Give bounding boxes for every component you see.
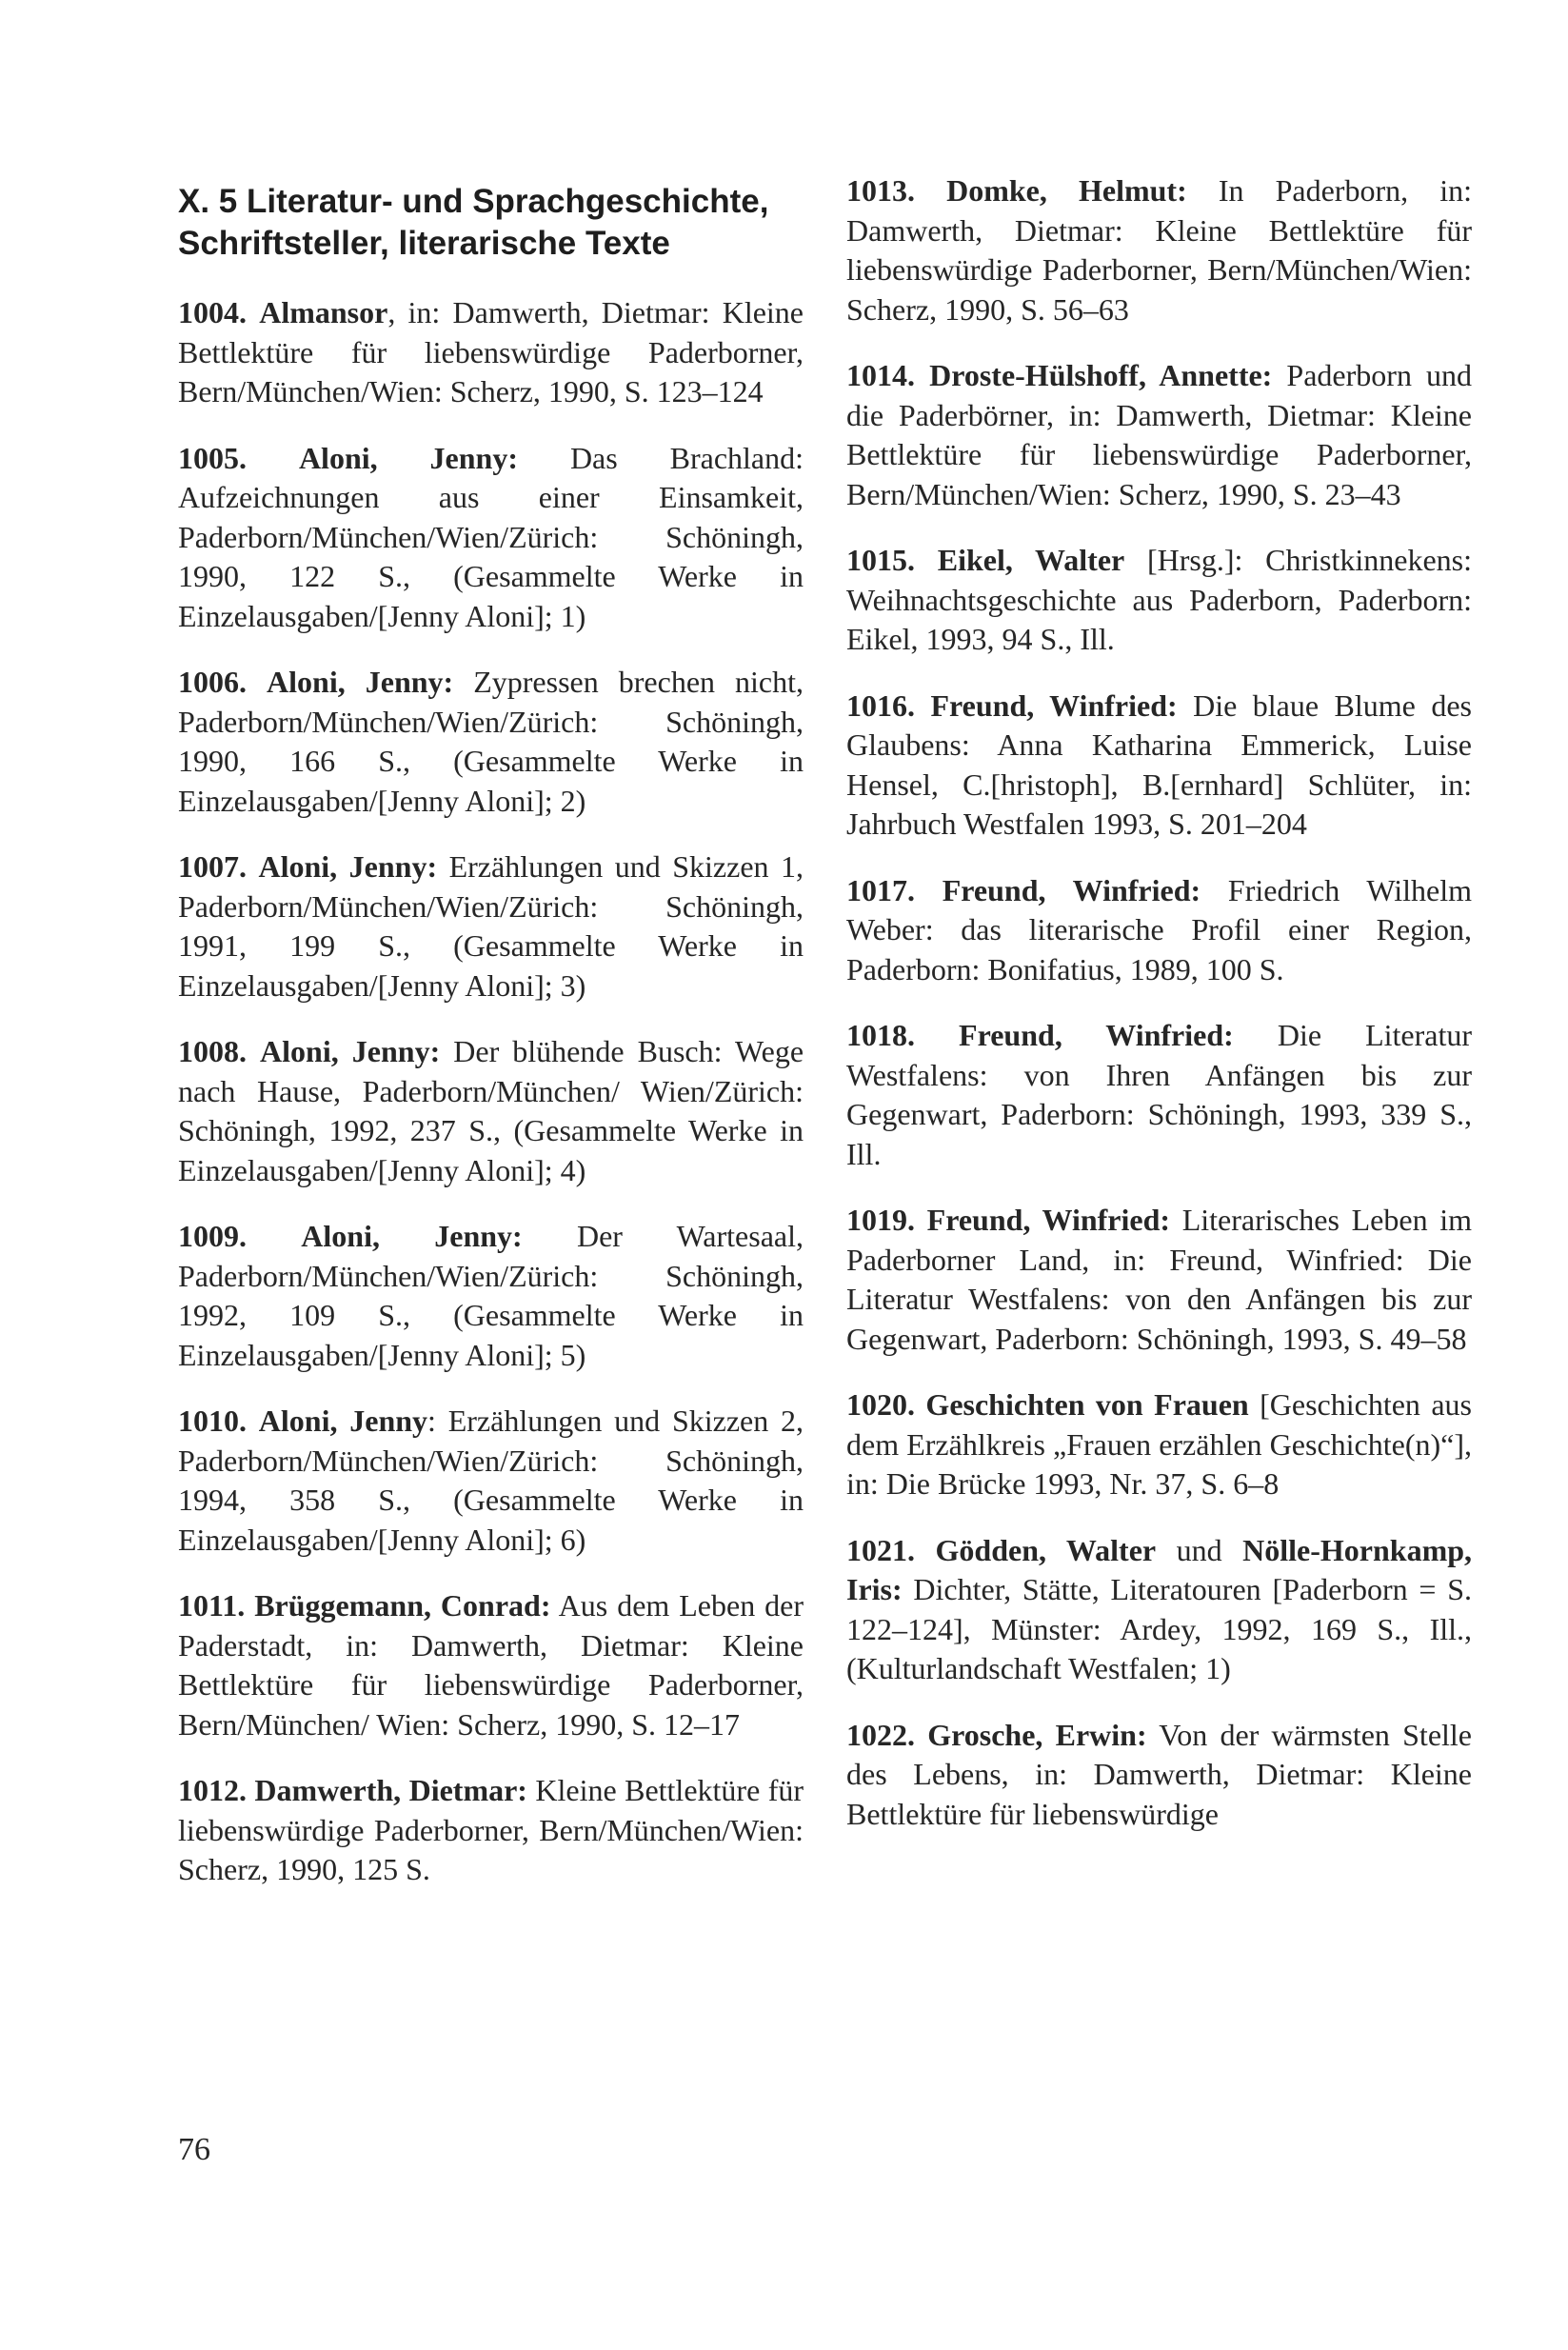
entry-author: Damwerth, Dietmar: [254,1773,527,1807]
entry-author: Freund, Winfried: [959,1018,1234,1052]
entry-text: Der Wartesaal, Paderborn/München/Wien/Zürich: Schöningh, 1992, 109 S., (Gesammelte Werke in Einzelausgaben/[Jenny Aloni]; 5) [178,1219,804,1372]
entry-author: Brüggemann, Conrad: [254,1588,551,1623]
bibliography-entry [846,356,1472,514]
entry-text: [Geschichten aus dem Erzählkreis „Frauen erzählen Geschichte(n)“], in: Die Brücke 1993, Nr. 37, S. 6–8 [846,1387,1473,1501]
bibliography-entry [846,1016,1472,1174]
entry-author: Eikel, Walter [937,543,1125,577]
entry-author: Freund, Winfried: [930,687,1178,723]
entry-number: 1007. [178,849,247,884]
section-heading: X. 5 Literatur- und Sprachgeschichte, Schriftsteller, literarische Texte [178,183,769,262]
entry-number: 1006. [178,665,247,699]
entry-author: Aloni, Jenny: [298,440,519,475]
bibliography-entry [846,1531,1472,1689]
bibliography-entry [846,1716,1472,1835]
entry-number: 1018. [846,1018,915,1052]
page-number: 76 [178,2132,210,2167]
entry-text: Die blaue Blume des Glaubens: Anna Katharina Emmerick, Luise Hensel, C.[hristoph], B.[ernhard] Schlüter, in: Jahrbuch Westfalen 1993, S. 201–204 [846,687,1472,841]
entry-author: Gödden, Walter [935,1532,1157,1567]
entry-number: 1022. [846,1717,915,1752]
bibliography-entry [178,663,804,821]
entry-text: In Paderborn, in: Damwerth, Dietmar: Kleine Bettlektüre für liebenswürdige Paderborner, Bern/München/Wien: Scherz, 1990, S. 56–63 [846,173,1473,327]
left-column [178,171,804,1917]
entry-number: 1017. [846,872,915,907]
bibliography-entry [178,1586,804,1744]
entry-number: 1011. [178,1588,246,1623]
entry-text: , in: Damwerth, Dietmar: Kleine Bettlektüre für liebenswürdige Paderborner, Bern/München/Wien: Scherz, 1990, S. 123–124 [178,295,804,408]
entry-text: Friedrich Wilhelm Weber: das literarische Profil einer Region, Paderborn: Bonifatius, 1989, 100 S. [846,872,1473,986]
entry-text: [Hrsg.]: Christkinnekens: Weihnachtsgeschichte aus Paderborn, Paderborn: Eikel, 1993, 94 S., Ill. [846,543,1473,656]
bibliography-entry [178,1771,804,1890]
bibliography-entry [846,541,1472,660]
entry-author: Geschichten von Frauen [925,1387,1249,1422]
entry-text-connector: und [1156,1532,1243,1567]
entry-text: Kleine Bettlektüre für liebenswürdige Paderborner, Bern/München/Wien: Scherz, 1990, 125 S. [178,1773,804,1886]
entry-text: Von der wärmsten Stelle des Lebens, in: Damwerth, Dietmar: Kleine Bettlektüre für liebenswürdige [846,1717,1473,1831]
entry-author: Droste-Hülshoff, Annette: [929,358,1273,392]
bibliography-entry [178,847,804,1006]
entry-number: 1012. [178,1773,247,1807]
entry-text: Die Literatur Westfalens: von Ihren Anfängen bis zur Gegenwart, Paderborn: Schöningh, 1993, 339 S., Ill. [846,1018,1473,1171]
bibliography-entry [178,1032,804,1190]
entry-number: 1015. [846,543,915,577]
entry-author: Freund, Winfried: [926,1203,1171,1237]
bibliography-entry [178,293,804,412]
entry-number: 1013. [846,173,915,208]
entry-text: Literarisches Leben im Paderborner Land, in: Freund, Winfried: Die Literatur Westfalens: von den Anfängen bis zur Gegenwart, Paderborn: Schöningh, 1993, S. 49–58 [846,1203,1473,1356]
entry-number: 1020. [846,1387,915,1422]
entry-number: 1004. [178,295,247,329]
entry-author: Aloni, Jenny: [267,665,454,699]
entry-number: 1014. [846,358,915,392]
entry-number: 1019. [846,1203,915,1237]
entry-number: 1010. [178,1404,247,1438]
bibliography-entry [846,1385,1472,1504]
entry-author: Aloni, Jenny: [301,1219,523,1253]
entry-author: Freund, Winfried: [942,872,1201,907]
bibliography-entry [178,439,804,637]
bibliography-entry [846,871,1472,990]
bibliography-entry [846,171,1472,329]
entry-author: Grosche, Erwin: [927,1717,1147,1752]
entry-number: 1009. [178,1219,247,1253]
entry-text: Aus dem Leben der Paderstadt, in: Damwerth, Dietmar: Kleine Bettlektüre für liebenswürdige Paderborner, Bern/München/ Wien: Scherz, 1990, S. 12–17 [178,1588,804,1742]
right-column [846,171,1472,1861]
entry-text: Erzählungen und Skizzen 1, Paderborn/München/Wien/Zürich: Schöningh, 1991, 199 S., (Gesammelte Werke in Einzelausgaben/[Jenny Aloni]; 3) [178,849,804,1003]
entry-author: Domke, Helmut: [946,173,1187,208]
entry-text: Der blühende Busch: Wege nach Hause, Paderborn/München/ Wien/Zürich: Schöningh, 1992, 237 S., (Gesammelte Werke in Einzelausgaben/[Jenny Aloni]; 4) [178,1034,804,1187]
entry-author: Aloni, Jenny: [258,849,438,884]
entry-author-second: Nölle-Hornkamp, Iris: [846,1532,1473,1606]
bibliography-entry [178,1217,804,1375]
bibliography-entry [846,687,1472,845]
entry-number: 1008. [178,1034,247,1068]
entry-number: 1005. [178,440,247,475]
bibliography-entry [178,1402,804,1560]
entry-author: Almansor [259,295,388,329]
entry-number: 1016. [846,687,915,723]
bibliography-entry [846,1201,1472,1359]
entry-number: 1021. [846,1532,915,1567]
entry-text: : Erzählungen und Skizzen 2, Paderborn/München/Wien/Zürich: Schöningh, 1994, 358 S., (Gesammelte Werke in Einzelausgaben/[Jenny Aloni]; 6) [178,1404,804,1557]
entry-text: Paderborn und die Paderbörner, in: Damwerth, Dietmar: Kleine Bettlektüre für liebenswürdige Paderborner, Bern/München/Wien: Scherz, 1990, S. 23–43 [846,358,1473,511]
entry-text: Zypressen brechen nicht, Paderborn/München/Wien/Zürich: Schöningh, 1990, 166 S., (Gesammelte Werke in Einzelausgaben/[Jenny Aloni]; 2) [178,665,804,818]
entry-author: Aloni, Jenny [258,1404,428,1438]
entry-author: Aloni, Jenny: [260,1034,441,1068]
entry-text: Dichter, Stätte, Literatouren [Paderborn = S. 122–124], Münster: Ardey, 1992, 169 S., Ill., (Kulturlandschaft Westfalen; 1) [846,1572,1472,1685]
entry-text: Das Brachland: Aufzeichnungen aus einer Einsamkeit, Paderborn/München/Wien/Zürich: Schöningh, 1990, 122 S., (Gesammelte Werke in Einzelausgaben/[Jenny Aloni]; 1) [178,440,804,633]
